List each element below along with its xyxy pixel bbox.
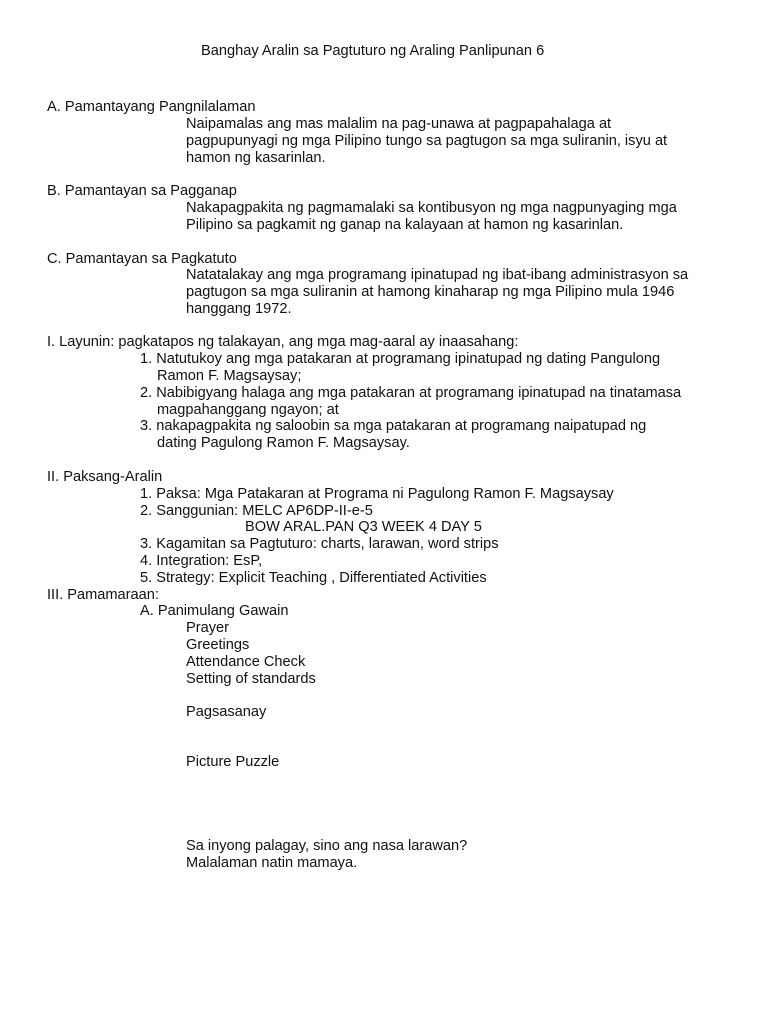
section-a-heading: A. Pamantayang Pangnilalaman: [47, 99, 256, 115]
paksang-aralin-heading: II. Paksang-Aralin: [47, 469, 163, 485]
routine-item: Greetings: [186, 637, 250, 653]
pagsasanay-label: Pagsasanay: [186, 704, 267, 720]
section-b-line: Nakapagpakita ng pagmamalaki sa kontibusyon ng mga nagpunyaging mga: [186, 200, 677, 216]
pamamaraan-heading: III. Pamamaraan:: [47, 587, 159, 603]
section-c-line: hanggang 1972.: [186, 301, 292, 317]
picture-puzzle-label: Picture Puzzle: [186, 754, 280, 770]
section-a-line: hamon ng kasarinlan.: [186, 150, 326, 166]
layunin-item-continued: magpahanggang ngayon; at: [157, 402, 339, 418]
paksang-aralin-item: 4. Integration: EsP,: [140, 553, 263, 569]
paksang-aralin-item: 3. Kagamitan sa Pagtuturo: charts, larawan, word strips: [140, 536, 499, 552]
layunin-heading: I. Layunin: pagkatapos ng talakayan, ang mga mag-aaral ay inaasahang:: [47, 334, 519, 350]
paksang-aralin-item: 5. Strategy: Explicit Teaching , Differentiated Activities: [140, 570, 487, 586]
routine-item: Attendance Check: [186, 654, 306, 670]
layunin-item: 3. nakapagpakita ng saloobin sa mga patakaran at programang naipatupad ng: [140, 418, 647, 434]
routine-item: Setting of standards: [186, 671, 316, 687]
layunin-item: 1. Natutukoy ang mga patakaran at programang ipinatupad ng dating Pangulong: [140, 351, 661, 367]
section-c-line: Natatalakay ang mga programang ipinatupad ng ibat-ibang administrasyon sa: [186, 267, 689, 283]
paksang-aralin-item: 1. Paksa: Mga Patakaran at Programa ni Pagulong Ramon F. Magsaysay: [140, 486, 614, 502]
layunin-item-continued: Ramon F. Magsaysay;: [157, 368, 302, 384]
answer-text: Malalaman natin mamaya.: [186, 855, 358, 871]
paksang-aralin-item: 2. Sanggunian: MELC AP6DP-II-e-5: [140, 503, 373, 519]
panimulang-gawain-heading: A. Panimulang Gawain: [140, 603, 289, 619]
paksang-aralin-reference: BOW ARAL.PAN Q3 WEEK 4 DAY 5: [245, 519, 482, 535]
document-title: Banghay Aralin sa Pagtuturo ng Araling Panlipunan 6: [201, 43, 545, 59]
section-c-line: pagtugon sa mga suliranin at hamong kinaharap ng mga Pilipino mula 1946: [186, 284, 675, 300]
layunin-item-continued: dating Pagulong Ramon F. Magsaysay.: [157, 435, 410, 451]
section-b-line: Pilipino sa pagkamit ng ganap na kalayaan at hamon ng kasarinlan.: [186, 217, 624, 233]
question-text: Sa inyong palagay, sino ang nasa larawan?: [186, 838, 468, 854]
section-c-heading: C. Pamantayan sa Pagkatuto: [47, 251, 237, 267]
layunin-item: 2. Nabibigyang halaga ang mga patakaran at programang ipinatupad na tinatamasa: [140, 385, 682, 401]
routine-item: Prayer: [186, 620, 229, 636]
section-a-line: pagpupunyagi ng mga Pilipino tungo sa pagtugon sa mga suliranin, isyu at: [186, 133, 668, 149]
section-a-line: Naipamalas ang mas malalim na pag-unawa at pagpapahalaga at: [186, 116, 612, 132]
section-b-heading: B. Pamantayan sa Pagganap: [47, 183, 237, 199]
